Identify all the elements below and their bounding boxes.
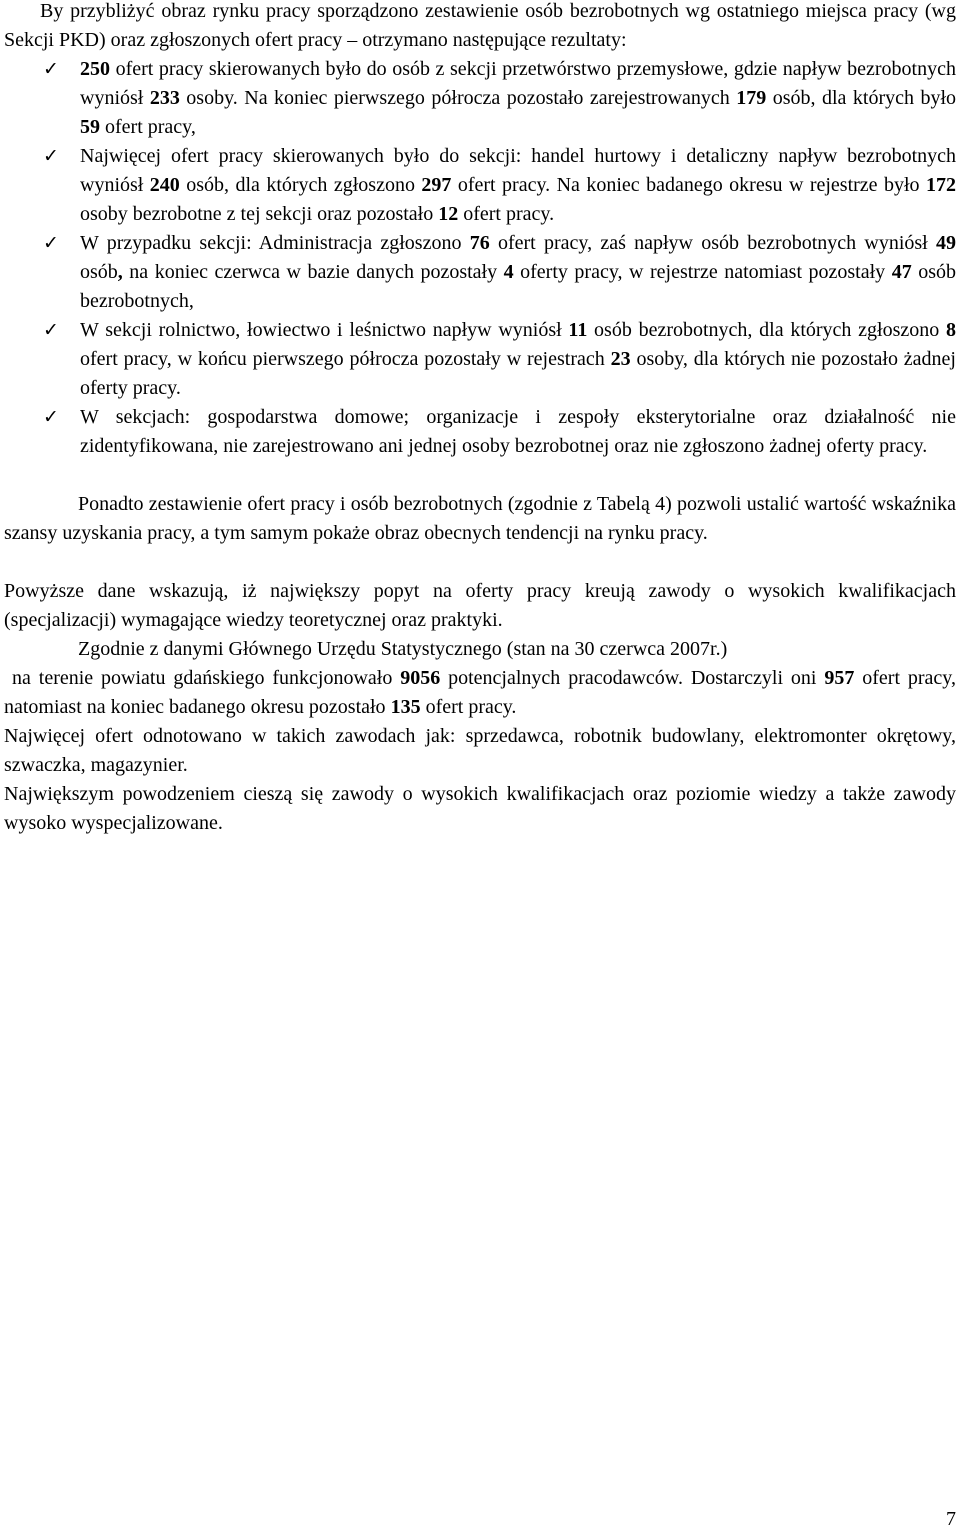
text-run: na terenie powiatu gdańskiego funkcjonowało [12, 667, 401, 689]
bold-value: , [117, 261, 123, 283]
bold-value: 179 [736, 87, 767, 109]
checkmark-icon: ✓ [43, 406, 59, 428]
text-run: osób bezrobotnych, dla których zgłoszono [587, 319, 946, 341]
bold-value: 233 [149, 87, 180, 109]
bold-value: 12 [438, 203, 459, 225]
text-run: osoby, dla których nie pozostało żadnej oferty pracy. [80, 348, 956, 399]
bold-value: 76 [469, 232, 490, 254]
paragraph-gus-rest [4, 664, 956, 722]
text-run: W przypadku sekcji: Administracja zgłoszono [80, 232, 470, 254]
bold-value: 59 [80, 116, 100, 138]
intro-paragraph: By przybliżyć obraz rynku pracy sporządzono zestawienie osób bezrobotnych wg ostatniego miejsca pracy (wg Sekcji PKD) oraz zgłoszonych ofert pracy – otrzymano następujące rezultaty: [4, 0, 956, 51]
bold-value: 240 [149, 174, 180, 196]
text-run: osób, dla których zgłoszono [179, 174, 422, 196]
text-run: ofert pracy, w końcu pierwszego półrocza pozostały w rejestrach [80, 348, 611, 370]
paragraph-tabela: Ponadto zestawienie ofert pracy i osób bezrobotnych (zgodnie z Tabelą 4) pozwoli ustalić wartość wskaźnika szansy uzyskania pracy, a tym samym pokaże obraz obecnych tendencji na rynku pracy. [4, 493, 956, 544]
text-run: na koniec czerwca w bazie danych pozostały [122, 261, 504, 283]
list-item [4, 55, 956, 142]
findings-list [4, 55, 956, 461]
text-run: ofert pracy. Na koniec badanego okresu w rejestrze było [451, 174, 926, 196]
text-run: osoby bezrobotne z tej sekcji oraz pozostało [80, 203, 439, 225]
bold-value: 250 [80, 58, 110, 80]
bold-value: 172 [926, 174, 956, 196]
checkmark-icon: ✓ [43, 319, 59, 341]
bold-value: 297 [421, 174, 452, 196]
bold-value: 49 [936, 232, 956, 254]
paragraph-zawody: Najwięcej ofert odnotowano w takich zawodach jak: sprzedawca, robotnik budowlany, elektromonter okrętowy, szwaczka, magazynier. [4, 725, 956, 776]
bold-value: 11 [568, 319, 588, 341]
text-run: ofert pracy. [420, 696, 517, 718]
text-run: ofert pracy skierowanych było do osób z sekcji przetwórstwo przemysłowe, gdzie napływ bezrobotnych wyniósł [80, 58, 956, 109]
text-run: W sekcjach: gospodarstwa domowe; organizacje i zespoły eksterytorialne oraz działalność nie zidentyfikowana, nie zarejestrowano ani jednej osoby bezrobotnej oraz nie zgłoszono żadnej oferty pracy. [80, 406, 956, 457]
checkmark-icon: ✓ [43, 58, 59, 80]
paragraph-popyt: Powyższe dane wskazują, iż największy popyt na oferty pracy kreują zawody o wysokich kwalifikacjach (specjalizacji) wymagające wiedzy teoretycznej oraz praktyki. [4, 580, 956, 631]
text-run: osób bezrobotnych, [80, 261, 956, 312]
list-item [4, 229, 956, 316]
text-run: oferty pracy, w rejestrze natomiast pozostały [513, 261, 892, 283]
text-run: osób [80, 261, 118, 283]
spacer [4, 548, 956, 577]
text-run: osób, dla których było [766, 87, 957, 109]
checkmark-icon: ✓ [43, 232, 59, 254]
text-run: ofert pracy, [100, 116, 196, 138]
list-item [4, 403, 956, 461]
bold-value: 23 [610, 348, 631, 370]
bold-value: 135 [390, 696, 421, 718]
paragraph-powodzenie: Największym powodzeniem cieszą się zawody o wysokich kwalifikacjach oraz poziomie wiedzy a także zawody wysoko wyspecjalizowane. [4, 783, 956, 834]
text-run: potencjalnych pracodawców. Dostarczyli oni [440, 667, 825, 689]
spacer [4, 461, 956, 490]
bold-value: 9056 [400, 667, 441, 689]
bold-value: 47 [891, 261, 912, 283]
text-run: ofert pracy, zaś napływ osób bezrobotnych wyniósł [489, 232, 936, 254]
bold-value: 957 [824, 667, 855, 689]
page-number: 7 [946, 1508, 956, 1530]
text-run: W sekcji rolnictwo, łowiectwo i leśnictwo napływ wyniósł [80, 319, 569, 341]
list-item [4, 142, 956, 229]
list-item [4, 316, 956, 403]
text-run: osoby. Na koniec pierwszego półrocza pozostało zarejestrowanych [179, 87, 737, 109]
document-page [4, 0, 956, 838]
bold-value: 8 [945, 319, 956, 341]
text-run: ofert pracy, natomiast na koniec badanego okresu pozostało [4, 667, 957, 718]
checkmark-icon: ✓ [43, 145, 59, 167]
paragraph-gus-line: Zgodnie z danymi Głównego Urzędu Statystycznego (stan na 30 czerwca 2007r.) [78, 638, 728, 660]
bold-value: 4 [503, 261, 514, 283]
text-run: Najwięcej ofert pracy skierowanych było do sekcji: handel hurtowy i detaliczny napływ bezrobotnych wyniósł [80, 145, 956, 196]
text-run: ofert pracy. [458, 203, 555, 225]
